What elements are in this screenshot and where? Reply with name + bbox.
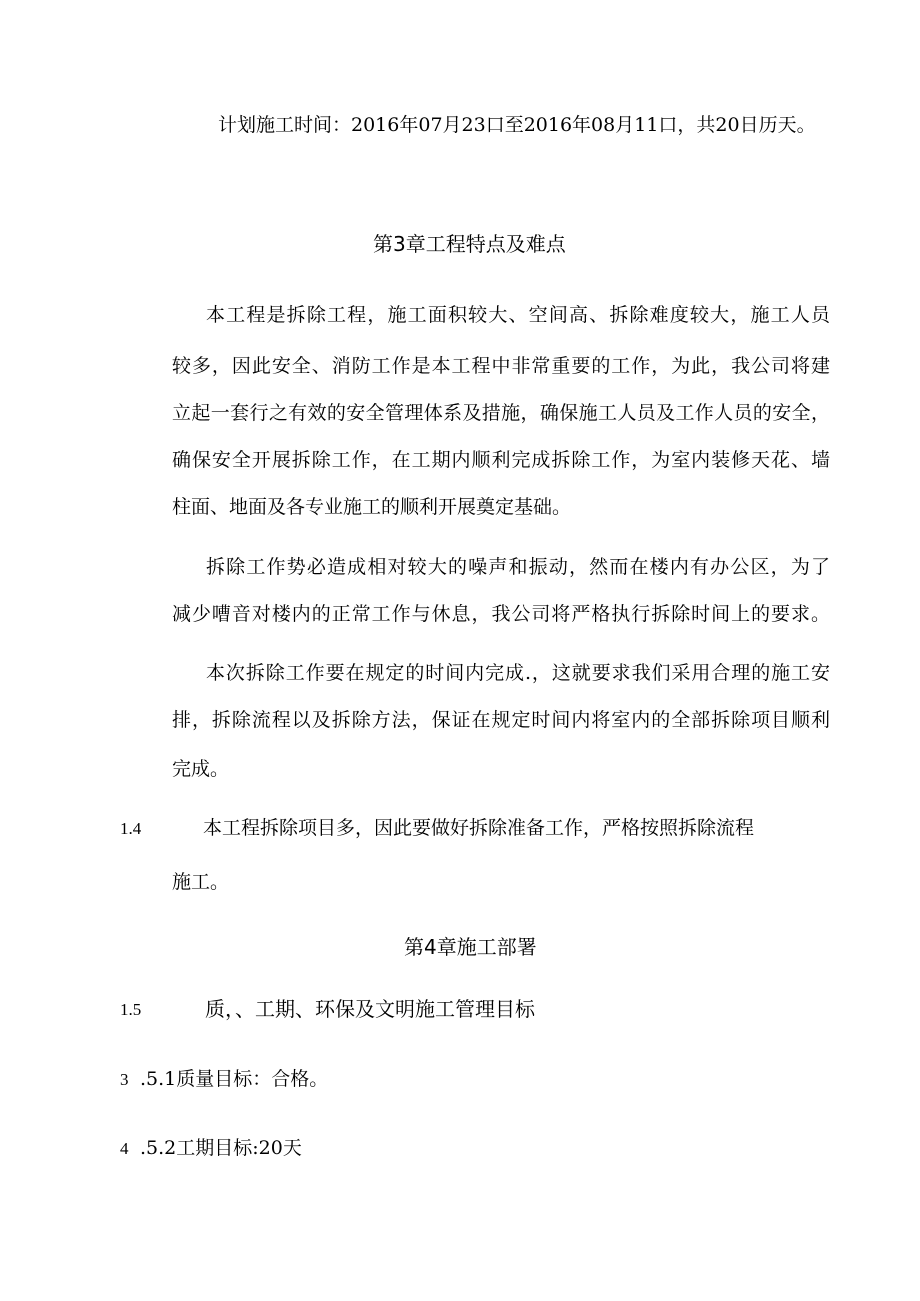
- paragraph-line: 立起一套行之有效的安全管理体系及措施，确保施工人员及工作人员的安全，: [172, 402, 830, 424]
- section-number: 1.5: [120, 1000, 142, 1019]
- item-text: 施工。: [172, 871, 230, 893]
- paragraph-line: 本次拆除工作要在规定的时间内完成.，这就要求我们采用合理的施工安: [206, 662, 830, 684]
- item-text: .5.2工期目标:20天: [140, 1137, 302, 1159]
- paragraph-line: 拆除工作势必造成相对较大的噪声和振动，然而在楼内有办公区，为了: [206, 556, 830, 578]
- paragraph-line: 较多，因此安全、消防工作是本工程中非常重要的工作，为此，我公司将建: [172, 355, 830, 377]
- item-number: 1.4: [120, 819, 142, 838]
- paragraph-line: 确保安全开展拆除工作，在工期内顺利完成拆除工作，为室内装修天花、墙: [172, 449, 830, 471]
- paragraph-line: 排，拆除流程以及拆除方法，保证在规定时间内将室内的全部拆除项目顺利: [172, 709, 830, 731]
- paragraph-line: 完成。: [172, 758, 230, 780]
- chapter-4-title: 第4章施工部署: [404, 935, 537, 959]
- schedule-text: 计划施工时间：2016年07月23口至2016年08月11口，共20日历天。: [218, 114, 816, 136]
- item-number: 4: [120, 1139, 129, 1158]
- item-text: .5.1质量目标：合格。: [140, 1068, 329, 1090]
- paragraph-line: 柱面、地面及各专业施工的顺利开展奠定基础。: [172, 496, 572, 518]
- item-text: 本工程拆除项目多，因此要做好拆除准备工作，严格按照拆除流程: [203, 817, 755, 839]
- paragraph-line: 本工程是拆除工程，施工面积较大、空间高、拆除难度较大，施工人员: [206, 304, 830, 326]
- paragraph-line: 减少嘈音对楼内的正常工作与休息，我公司将严格执行拆除时间上的要求。: [172, 603, 830, 625]
- section-title: 质，、工期、环保及文明施工管理目标: [205, 997, 535, 1021]
- item-number: 3: [120, 1070, 129, 1089]
- chapter-3-title: 第3章工程特点及难点: [373, 232, 566, 256]
